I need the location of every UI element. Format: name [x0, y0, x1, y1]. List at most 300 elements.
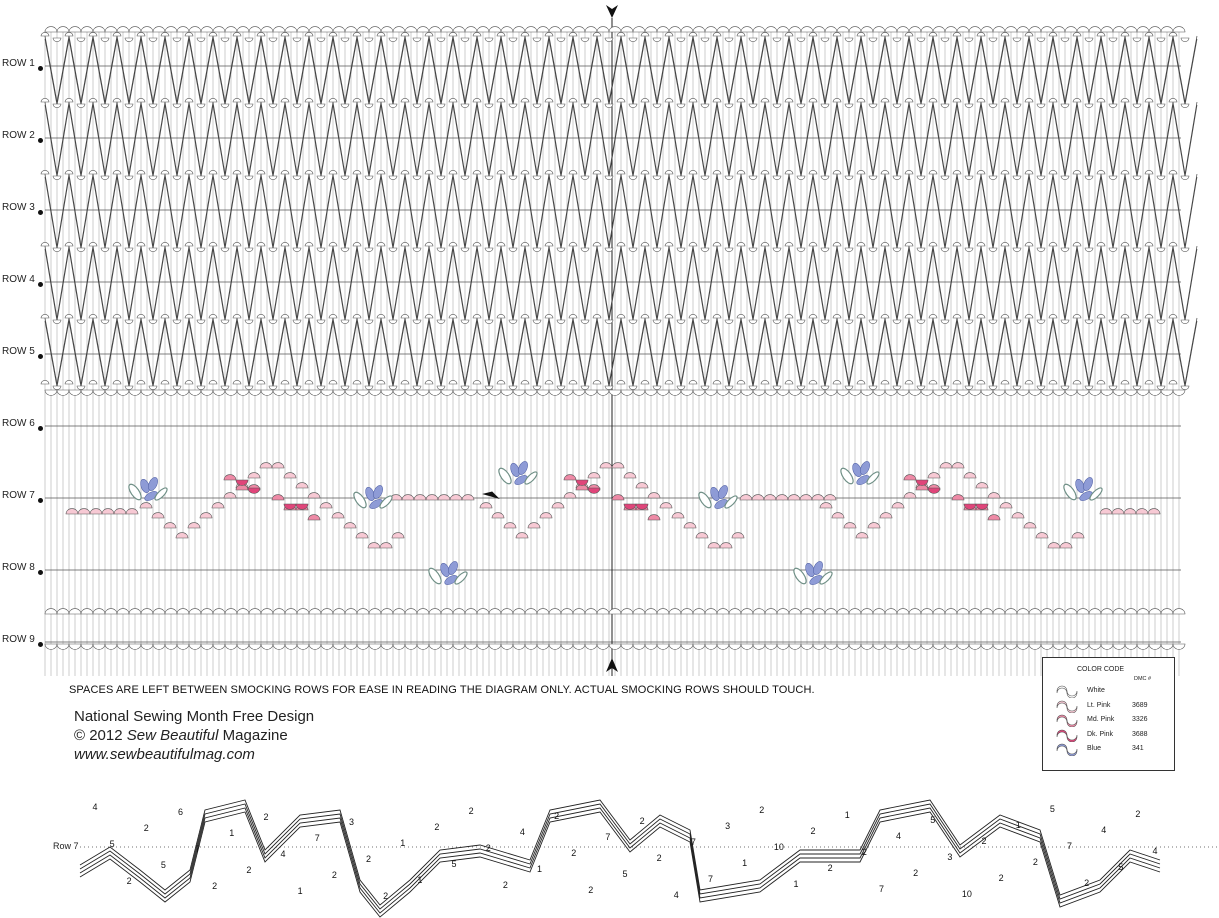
legend-item	[1043, 684, 1174, 698]
white-stitch	[597, 609, 609, 614]
white-stitch	[797, 320, 805, 324]
lt-pink-stitch	[1136, 509, 1148, 514]
graph-stitch-path	[80, 804, 1160, 909]
white-stitch	[137, 314, 145, 318]
white-stitch	[953, 98, 961, 102]
row-label-text: ROW 8	[2, 562, 35, 573]
row-marker-dot	[38, 498, 43, 503]
white-stitch	[573, 390, 585, 395]
white-stitch	[809, 314, 817, 318]
white-stitch	[1049, 380, 1057, 384]
white-stitch	[561, 27, 573, 32]
white-stitch	[177, 644, 189, 649]
graph-step-number: 7	[690, 837, 696, 847]
lt-pink-stitch	[392, 533, 404, 538]
lt-pink-stitch	[344, 523, 356, 528]
white-stitch	[489, 27, 501, 32]
white-stitch	[993, 27, 1005, 32]
white-stitch	[321, 644, 333, 649]
lt-pink-stitch	[684, 523, 696, 528]
white-stitch	[485, 248, 493, 252]
white-stitch	[201, 27, 213, 32]
lt-pink-stitch	[284, 473, 296, 478]
graph-step-number: 2	[571, 848, 577, 858]
white-stitch	[1133, 386, 1141, 390]
white-stitch	[741, 609, 753, 614]
white-stitch	[725, 320, 733, 324]
white-stitch	[737, 98, 745, 102]
white-stitch	[1065, 27, 1077, 32]
white-stitch	[557, 38, 565, 42]
lt-pink-stitch	[516, 533, 528, 538]
white-stitch	[249, 644, 261, 649]
legend-title: COLOR CODE	[1077, 666, 1125, 673]
row-label-text: ROW 1	[2, 58, 35, 69]
white-stitch	[1157, 176, 1165, 180]
white-stitch	[293, 248, 301, 252]
white-stitch	[701, 248, 709, 252]
md-pink-stitch	[648, 515, 660, 520]
white-stitch	[341, 248, 349, 252]
white-stitch	[245, 176, 253, 180]
white-stitch	[773, 386, 781, 390]
white-stitch	[1061, 248, 1069, 252]
white-stitch	[453, 27, 465, 32]
white-stitch	[1169, 242, 1177, 246]
white-stitch	[933, 644, 945, 649]
graph-step-number: 3	[348, 817, 354, 827]
lt-pink-stitch	[964, 473, 976, 478]
white-stitch	[821, 248, 829, 252]
white-stitch	[221, 386, 229, 390]
white-stitch	[929, 170, 937, 174]
row-marker-dot	[38, 426, 43, 431]
white-stitch	[777, 609, 789, 614]
white-stitch	[285, 609, 297, 614]
white-stitch	[405, 390, 417, 395]
white-stitch	[617, 98, 625, 102]
white-stitch	[45, 390, 57, 395]
white-stitch	[1085, 248, 1093, 252]
white-stitch	[1089, 27, 1101, 32]
lt-pink-stitch	[856, 533, 868, 538]
white-stitch	[465, 644, 477, 649]
white-stitch	[393, 27, 405, 32]
white-stitch	[269, 104, 277, 108]
lt-pink-stitch	[788, 495, 800, 500]
white-stitch	[717, 27, 729, 32]
white-stitch	[525, 390, 537, 395]
white-stitch	[989, 248, 997, 252]
white-stitch	[629, 104, 637, 108]
white-stitch	[617, 380, 625, 384]
white-stitch	[773, 176, 781, 180]
graph-step-number: 5	[930, 815, 936, 825]
white-stitch	[909, 390, 921, 395]
white-stitch	[137, 98, 145, 102]
white-stitch	[1061, 176, 1069, 180]
white-stitch	[1073, 380, 1081, 384]
white-stitch	[209, 170, 217, 174]
white-stitch	[93, 644, 105, 649]
white-stitch	[597, 390, 609, 395]
white-stitch	[201, 644, 213, 649]
white-stitch	[485, 104, 493, 108]
white-stitch	[185, 32, 193, 36]
white-stitch	[329, 242, 337, 246]
white-stitch	[849, 27, 861, 32]
white-stitch	[129, 644, 141, 649]
white-stitch	[753, 27, 765, 32]
white-stitch	[957, 27, 969, 32]
white-stitch	[77, 38, 85, 42]
lt-pink-stitch	[272, 463, 284, 468]
white-stitch	[717, 390, 729, 395]
white-stitch	[413, 38, 421, 42]
white-stitch	[933, 609, 945, 614]
white-stitch	[725, 104, 733, 108]
white-stitch	[125, 104, 133, 108]
white-stitch	[885, 390, 897, 395]
white-stitch	[173, 386, 181, 390]
white-stitch	[369, 609, 381, 614]
white-stitch	[125, 386, 133, 390]
white-stitch	[921, 644, 933, 649]
white-stitch	[821, 176, 829, 180]
white-stitch	[1077, 609, 1089, 614]
white-stitch	[765, 609, 777, 614]
white-stitch	[129, 390, 141, 395]
white-stitch	[941, 248, 949, 252]
white-stitch	[489, 609, 501, 614]
white-stitch	[725, 386, 733, 390]
white-stitch	[1037, 38, 1045, 42]
row-label-text: ROW 2	[2, 130, 35, 141]
white-stitch	[821, 320, 829, 324]
white-stitch	[1125, 27, 1137, 32]
white-stitch	[1181, 176, 1189, 180]
graph-step-number: 5	[622, 869, 628, 879]
white-stitch	[257, 380, 265, 384]
white-stitch	[389, 104, 397, 108]
white-stitch	[753, 644, 765, 649]
white-stitch	[677, 176, 685, 180]
white-stitch	[917, 104, 925, 108]
white-stitch	[453, 644, 465, 649]
row-marker-dot	[38, 642, 43, 647]
white-stitch	[1053, 609, 1065, 614]
graph-step-number: 4	[673, 890, 679, 900]
white-stitch	[501, 27, 513, 32]
white-stitch	[317, 386, 325, 390]
white-stitch	[953, 32, 961, 36]
white-stitch	[1161, 644, 1173, 649]
white-stitch	[1149, 644, 1161, 649]
white-stitch	[161, 170, 169, 174]
white-stitch	[137, 170, 145, 174]
white-stitch	[473, 242, 481, 246]
white-stitch	[1073, 98, 1081, 102]
white-stitch	[701, 38, 709, 42]
white-stitch	[261, 609, 273, 614]
white-stitch	[53, 386, 61, 390]
white-stitch	[953, 314, 961, 318]
graph-step-number: 1	[1015, 820, 1021, 830]
white-stitch	[765, 390, 777, 395]
white-stitch	[941, 38, 949, 42]
white-stitch	[1113, 609, 1125, 614]
white-stitch	[341, 320, 349, 324]
white-stitch	[297, 644, 309, 649]
white-stitch	[1041, 390, 1053, 395]
white-stitch	[545, 98, 553, 102]
white-stitch	[653, 38, 661, 42]
white-stitch	[885, 609, 897, 614]
lt-pink-stitch	[296, 483, 308, 488]
lt-pink-stitch	[414, 495, 426, 500]
white-stitch	[221, 320, 229, 324]
white-stitch	[665, 170, 673, 174]
white-stitch	[225, 390, 237, 395]
white-stitch	[933, 27, 945, 32]
white-stitch	[1097, 170, 1105, 174]
white-stitch	[125, 176, 133, 180]
white-stitch	[629, 386, 637, 390]
white-stitch	[729, 609, 741, 614]
white-stitch	[489, 390, 501, 395]
lt-pink-stitch	[200, 513, 212, 518]
white-stitch	[521, 380, 529, 384]
white-stitch	[689, 242, 697, 246]
legend-swatch	[1055, 684, 1079, 698]
white-stitch	[993, 609, 1005, 614]
white-stitch	[1097, 242, 1105, 246]
white-stitch	[233, 170, 241, 174]
white-stitch	[789, 609, 801, 614]
white-stitch	[633, 390, 645, 395]
white-stitch	[1133, 248, 1141, 252]
white-stitch	[1049, 242, 1057, 246]
white-stitch	[161, 32, 169, 36]
white-stitch	[797, 386, 805, 390]
white-stitch	[825, 644, 837, 649]
white-stitch	[197, 320, 205, 324]
lt-pink-stitch	[928, 473, 940, 478]
white-stitch	[1025, 314, 1033, 318]
white-stitch	[549, 644, 561, 649]
white-stitch	[341, 386, 349, 390]
white-stitch	[273, 609, 285, 614]
white-stitch	[425, 380, 433, 384]
white-stitch	[537, 27, 549, 32]
white-stitch	[981, 390, 993, 395]
white-stitch	[1173, 27, 1185, 32]
white-stitch	[1101, 390, 1113, 395]
white-stitch	[57, 27, 69, 32]
white-stitch	[77, 248, 85, 252]
white-stitch	[909, 644, 921, 649]
white-stitch	[137, 380, 145, 384]
white-stitch	[101, 386, 109, 390]
graph-step-number: 2	[143, 823, 149, 833]
white-stitch	[1073, 314, 1081, 318]
graph-step-number: 2	[434, 822, 440, 832]
white-stitch	[977, 98, 985, 102]
white-stitch	[797, 176, 805, 180]
white-stitch	[1169, 314, 1177, 318]
white-stitch	[233, 380, 241, 384]
white-stitch	[833, 170, 841, 174]
white-stitch	[1001, 242, 1009, 246]
lt-pink-stitch	[450, 495, 462, 500]
white-stitch	[101, 104, 109, 108]
white-stitch	[737, 32, 745, 36]
white-stitch	[1097, 380, 1105, 384]
white-stitch	[381, 27, 393, 32]
white-stitch	[737, 380, 745, 384]
row-label	[2, 634, 43, 645]
white-stitch	[209, 380, 217, 384]
white-stitch	[417, 27, 429, 32]
white-stitch	[797, 248, 805, 252]
graph-step-number: 4	[92, 802, 98, 812]
white-stitch	[665, 32, 673, 36]
white-stitch	[705, 609, 717, 614]
white-stitch	[1001, 32, 1009, 36]
white-stitch	[941, 176, 949, 180]
row-marker-dot	[38, 138, 43, 143]
white-stitch	[1121, 380, 1129, 384]
lt-pink-stitch	[176, 533, 188, 538]
white-stitch	[201, 390, 213, 395]
white-stitch	[257, 170, 265, 174]
white-stitch	[405, 609, 417, 614]
white-stitch	[893, 386, 901, 390]
graph-step-number: 1	[297, 886, 303, 896]
white-stitch	[393, 644, 405, 649]
row-label	[2, 562, 43, 573]
white-stitch	[945, 644, 957, 649]
graph-step-number: 7	[314, 833, 320, 843]
lt-pink-stitch	[1072, 533, 1084, 538]
white-stitch	[221, 248, 229, 252]
white-stitch	[1145, 170, 1153, 174]
white-stitch	[1061, 38, 1069, 42]
white-stitch	[225, 27, 237, 32]
white-stitch	[681, 609, 693, 614]
white-stitch	[345, 390, 357, 395]
row-marker-dot	[38, 354, 43, 359]
white-stitch	[45, 27, 57, 32]
white-stitch	[609, 644, 621, 649]
row-label	[2, 130, 43, 141]
lt-pink-stitch	[126, 509, 138, 514]
white-stitch	[377, 98, 385, 102]
white-stitch	[237, 644, 249, 649]
white-stitch	[1137, 609, 1149, 614]
white-stitch	[89, 242, 97, 246]
white-stitch	[1089, 390, 1101, 395]
white-stitch	[389, 320, 397, 324]
white-stitch	[1109, 386, 1117, 390]
white-stitch	[641, 242, 649, 246]
white-stitch	[293, 104, 301, 108]
lt-pink-stitch	[824, 495, 836, 500]
white-stitch	[221, 176, 229, 180]
white-stitch	[461, 38, 469, 42]
graph-step-number: 7	[605, 832, 611, 842]
white-stitch	[789, 644, 801, 649]
white-stitch	[249, 609, 261, 614]
white-stitch	[677, 248, 685, 252]
white-stitch	[989, 176, 997, 180]
white-stitch	[113, 32, 121, 36]
white-stitch	[801, 609, 813, 614]
white-stitch	[317, 38, 325, 42]
white-stitch	[861, 644, 873, 649]
white-stitch	[525, 609, 537, 614]
white-stitch	[753, 390, 765, 395]
white-stitch	[405, 27, 417, 32]
white-stitch	[89, 314, 97, 318]
white-stitch	[705, 390, 717, 395]
lt-pink-stitch	[892, 503, 904, 508]
white-stitch	[977, 314, 985, 318]
white-stitch	[437, 38, 445, 42]
white-stitch	[513, 390, 525, 395]
white-stitch	[41, 170, 49, 174]
white-stitch	[1029, 609, 1041, 614]
white-stitch	[521, 242, 529, 246]
white-stitch	[173, 38, 181, 42]
white-stitch	[821, 386, 829, 390]
white-stitch	[161, 98, 169, 102]
white-stitch	[1041, 27, 1053, 32]
lt-pink-stitch	[462, 495, 474, 500]
white-stitch	[689, 170, 697, 174]
white-stitch	[1161, 609, 1173, 614]
white-stitch	[989, 320, 997, 324]
white-stitch	[69, 644, 81, 649]
white-stitch	[1169, 98, 1177, 102]
white-stitch	[413, 320, 421, 324]
white-stitch	[281, 380, 289, 384]
white-stitch	[533, 320, 541, 324]
lt-pink-stitch	[356, 533, 368, 538]
lt-pink-stitch	[868, 523, 880, 528]
credits-block	[74, 707, 314, 764]
white-stitch	[1157, 320, 1165, 324]
white-stitch	[545, 314, 553, 318]
white-stitch	[237, 27, 249, 32]
white-stitch	[533, 104, 541, 108]
white-stitch	[521, 314, 529, 318]
white-stitch	[537, 609, 549, 614]
row-marker-dot	[38, 210, 43, 215]
graph-step-number: 5	[160, 860, 166, 870]
lt-pink-stitch	[988, 493, 1000, 498]
white-stitch	[689, 98, 697, 102]
white-stitch	[525, 644, 537, 649]
row-label	[2, 490, 43, 501]
white-stitch	[761, 32, 769, 36]
white-stitch	[413, 104, 421, 108]
white-stitch	[173, 248, 181, 252]
white-stitch	[1025, 242, 1033, 246]
white-stitch	[809, 170, 817, 174]
lt-pink-stitch	[140, 503, 152, 508]
white-stitch	[53, 176, 61, 180]
